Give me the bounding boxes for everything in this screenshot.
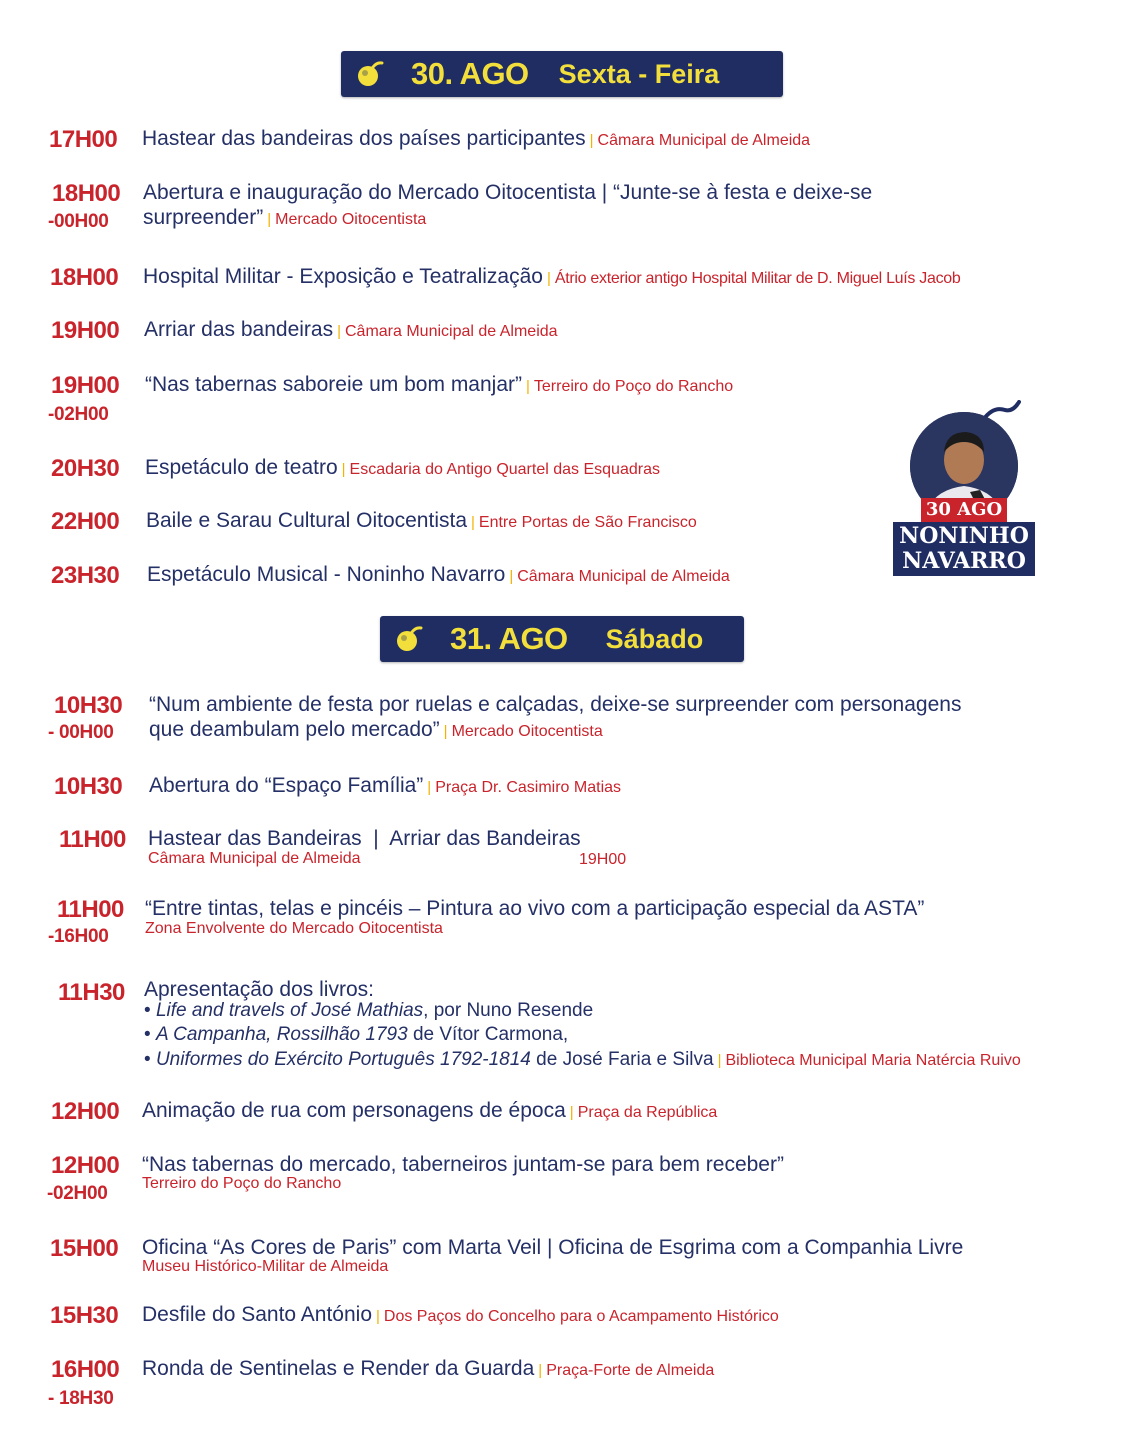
event-time: 10H30 [54, 692, 123, 719]
event-end-time: -02H00 [47, 1183, 108, 1204]
event-time: 10H30 [54, 773, 123, 800]
event-location: Câmara Municipal de Almeida [345, 323, 558, 340]
event-title [146, 508, 697, 535]
event-time: 11H30 [58, 979, 125, 1006]
event-title-text: Abertura do “Espaço Família” [149, 774, 424, 797]
bomb-icon [355, 59, 385, 89]
event-location: Biblioteca Municipal Maria Natércia Ruivo [725, 1052, 1021, 1069]
event-location: Terreiro do Poço do Rancho [142, 1175, 342, 1192]
event-title [145, 455, 660, 482]
artist-promo [893, 400, 1035, 578]
separator: | [443, 723, 448, 740]
event-time: 18H00 [50, 264, 119, 291]
event-title-text: Arriar das bandeiras [144, 318, 334, 341]
event-time: 12H00 [51, 1098, 120, 1125]
event-title: Abertura e inauguração do Mercado Oitocentista | “Junte-se à festa e deixe-se [143, 181, 873, 204]
event-time: 22H00 [51, 508, 120, 535]
event-title: “Nas tabernas do mercado, taberneiros juntam-se para bem receber” [142, 1153, 784, 1176]
event-location: Praça-Forte de Almeida [546, 1362, 715, 1379]
promo-artist-name [893, 522, 1035, 576]
day-banner-31-ago [380, 616, 744, 662]
event-title-text: Ronda de Sentinelas e Render da Guarda [142, 1357, 535, 1380]
day-date: 31. AGO [450, 621, 568, 656]
event-time: 19H00 [51, 372, 120, 399]
separator: | [569, 1104, 574, 1121]
book-item: • Life and travels of José Mathias, por Nuno Resende [144, 1000, 594, 1021]
event-title-continued [143, 205, 426, 232]
event-title-text: “Nas tabernas saboreie um bom manjar” [145, 373, 522, 396]
artist-name-line-2: NAVARRO [902, 548, 1026, 574]
separator: | [538, 1362, 543, 1379]
event-title [142, 1356, 714, 1383]
event-end-time: - 18H30 [48, 1388, 114, 1409]
bomb-icon [394, 624, 424, 654]
day-banner-30-ago [341, 51, 783, 97]
book-item: • Uniformes do Exército Português 1792-1814 de José Faria e Silva | Biblioteca Municipal Maria Natércia Ruivo [144, 1049, 1021, 1070]
event-location: Museu Histórico-Militar de Almeida [142, 1258, 389, 1275]
day-weekday: Sexta - Feira [558, 58, 720, 89]
event-title: Oficina “As Cores de Paris” com Marta Veil | Oficina de Esgrima com a Companhia Livre [142, 1236, 964, 1259]
event-title-text: Desfile do Santo António [142, 1303, 372, 1326]
event-title [145, 372, 733, 399]
event-location: Câmara Municipal de Almeida [148, 850, 361, 867]
event-title-continued [149, 717, 603, 744]
event-time: 15H00 [50, 1235, 119, 1262]
event-end-time: -02H00 [48, 404, 109, 425]
event-location: Câmara Municipal de Almeida [597, 132, 811, 149]
separator: | [376, 1308, 380, 1325]
separator: | [341, 461, 346, 478]
event-location: Átrio exterior antigo Hospital Militar de D. Miguel Luís Jacob [554, 270, 961, 287]
event-title [142, 1302, 779, 1329]
event-location: Praça da República [577, 1104, 718, 1121]
event-title-text: Espetáculo Musical - Noninho Navarro [147, 563, 506, 586]
separator: | [267, 211, 272, 228]
promo-date: 30 AGO [921, 498, 1007, 522]
event-title [143, 264, 960, 291]
event-title [142, 126, 810, 153]
event-time: 20H30 [51, 455, 120, 482]
event-time: 16H00 [51, 1356, 120, 1383]
separator: | [509, 568, 514, 585]
event-title: Apresentação dos livros: [144, 978, 374, 1001]
book-author: de José Faria e Silva [530, 1049, 714, 1070]
separator: | [526, 378, 530, 395]
day-weekday: Sábado [605, 623, 704, 654]
event-location: Terreiro do Poço do Rancho [533, 378, 734, 395]
artist-name-line-1: NONINHO [899, 523, 1029, 549]
event-end-time: -00H00 [48, 211, 109, 232]
book-item: • A Campanha, Rossilhão 1793 de Vítor Carmona, [144, 1024, 569, 1045]
event-title-text: surpreender” [143, 206, 264, 229]
event-location: Escadaria do Antigo Quartel das Esquadras [349, 461, 660, 478]
event-title-text: Hospital Militar - Exposição e Teatralização [143, 265, 543, 288]
event-title-text: Animação de rua com personagens de época [142, 1099, 566, 1122]
event-time: 23H30 [51, 562, 120, 589]
event-location: Entre Portas de São Francisco [478, 514, 697, 531]
event-location: Câmara Municipal de Almeida [517, 568, 730, 585]
event-time: 11H00 [59, 826, 126, 853]
event-time: 19H00 [51, 317, 120, 344]
event-title [149, 773, 621, 800]
event-title: “Num ambiente de festa por ruelas e calçadas, deixe-se surpreender com personagens [149, 693, 962, 716]
event-time: 15H30 [50, 1302, 119, 1329]
book-title: Uniformes do Exército Português 1792-1814 [155, 1049, 531, 1070]
event-location: Dos Paços do Concelho para o Acampamento Histórico [383, 1308, 779, 1325]
separator: | [589, 132, 594, 149]
event-secondary-time: 19H00 [579, 851, 627, 868]
event-title [142, 1098, 717, 1125]
event-title-text: Espetáculo de teatro [145, 456, 338, 479]
event-end-time: -16H00 [48, 926, 109, 947]
separator: | [471, 514, 475, 531]
day-date: 30. AGO [411, 56, 529, 91]
event-location: Mercado Oitocentista [451, 723, 603, 740]
event-title: Hastear das Bandeiras | Arriar das Bandeiras [148, 827, 581, 850]
event-title-text: que deambulam pelo mercado” [149, 718, 440, 741]
separator: | [427, 779, 432, 796]
book-title: Life and travels of José Mathias [155, 1000, 424, 1021]
event-time: 18H00 [52, 180, 121, 207]
separator: | [717, 1052, 722, 1069]
event-time: 12H00 [51, 1152, 120, 1179]
separator: | [546, 270, 551, 287]
event-location: Zona Envolvente do Mercado Oitocentista [145, 920, 443, 937]
event-location: Mercado Oitocentista [275, 211, 427, 228]
event-title [144, 317, 558, 344]
event-title [147, 562, 730, 589]
separator: | [337, 323, 341, 340]
event-time: 11H00 [57, 896, 124, 923]
book-title: A Campanha, Rossilhão 1793 [155, 1024, 408, 1045]
event-title-text: Hastear das bandeiras dos países participantes [142, 127, 586, 150]
event-location: Praça Dr. Casimiro Matias [435, 779, 622, 796]
event-time: 17H00 [49, 126, 118, 153]
book-author: , por Nuno Resende [423, 1000, 594, 1021]
book-author: de Vítor Carmona, [407, 1024, 569, 1045]
event-title-text: Baile e Sarau Cultural Oitocentista [146, 509, 467, 532]
event-end-time: - 00H00 [48, 722, 114, 743]
event-title: “Entre tintas, telas e pincéis – Pintura ao vivo com a participação especial da ASTA” [145, 897, 925, 920]
